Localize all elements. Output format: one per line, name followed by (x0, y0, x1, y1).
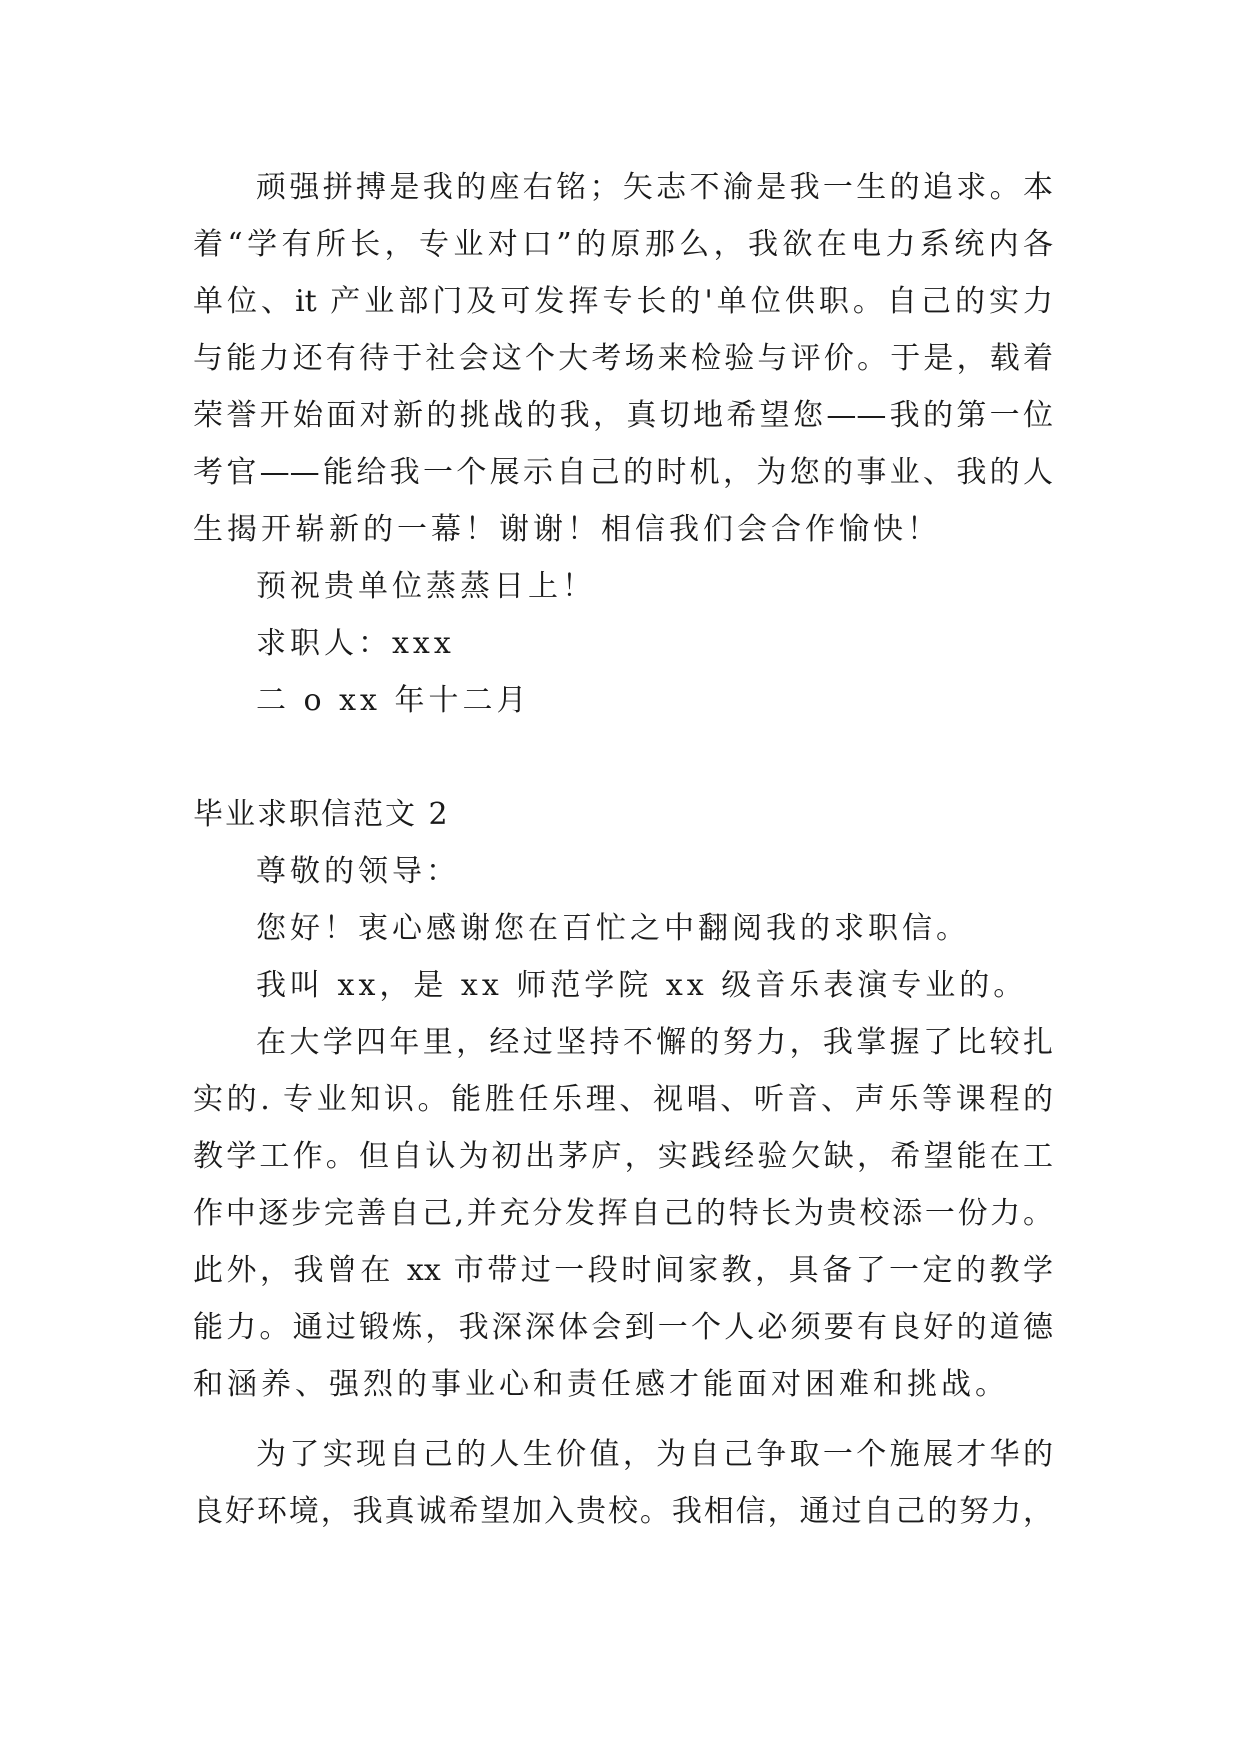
paragraph-line: 为了实现自己的人生价值，为自己争取一个施展才华的 (256, 1437, 1053, 1472)
paragraph-line: 实的. 专业知识。能胜任乐理、视唱、听音、声乐等课程的 (193, 1082, 1053, 1117)
paragraph-line: 单位、it 产业部门及可发挥专长的'单位供职。自己的实力 (193, 284, 1053, 319)
greeting: 您好！衷心感谢您在百忙之中翻阅我的求职信。 (256, 911, 970, 946)
paragraph-line: 生揭开崭新的一幕！谢谢！相信我们会合作愉快！ (193, 512, 941, 547)
paragraph-line: 教学工作。但自认为初出茅庐，实践经验欠缺，希望能在工 (193, 1139, 1053, 1174)
self-introduction: 我叫 xx，是 xx 师范学院 xx 级音乐表演专业的。 (256, 968, 1028, 1003)
paragraph-line: 在大学四年里，经过坚持不懈的努力，我掌握了比较扎 (256, 1025, 1053, 1060)
paragraph-line: 荣誉开始面对新的挑战的我，真切地希望您——我的第一位 (193, 398, 1053, 433)
paragraph-line: 能力。通过锻炼，我深深体会到一个人必须要有良好的道德 (193, 1310, 1053, 1345)
paragraph-line: 作中逐步完善自己,并充分发挥自己的特长为贵校添一份力。 (193, 1196, 1053, 1231)
salutation: 尊敬的领导： (256, 854, 460, 889)
closing-wish: 预祝贵单位蒸蒸日上！ (256, 569, 596, 604)
section-title: 毕业求职信范文 2 (193, 797, 450, 832)
paragraph-line: 和涵养、强烈的事业心和责任感才能面对困难和挑战。 (193, 1367, 1009, 1402)
paragraph-line: 着“学有所长，专业对口”的原那么，我欲在电力系统内各 (193, 227, 1053, 262)
paragraph-line: 良好环境，我真诚希望加入贵校。我相信，通过自己的努力， (193, 1494, 1053, 1529)
signature: 求职人：xxx (256, 626, 455, 661)
paragraph-line: 与能力还有待于社会这个大考场来检验与评价。于是，载着 (193, 341, 1053, 376)
paragraph-line: 顽强拼搏是我的座右铭；矢志不渝是我一生的追求。本 (256, 170, 1053, 205)
letter-date: 二 o xx 年十二月 (256, 683, 531, 718)
paragraph-line: 此外，我曾在 xx 市带过一段时间家教，具备了一定的教学 (193, 1253, 1053, 1288)
paragraph-line: 考官——能给我一个展示自己的时机，为您的事业、我的人 (193, 455, 1053, 490)
